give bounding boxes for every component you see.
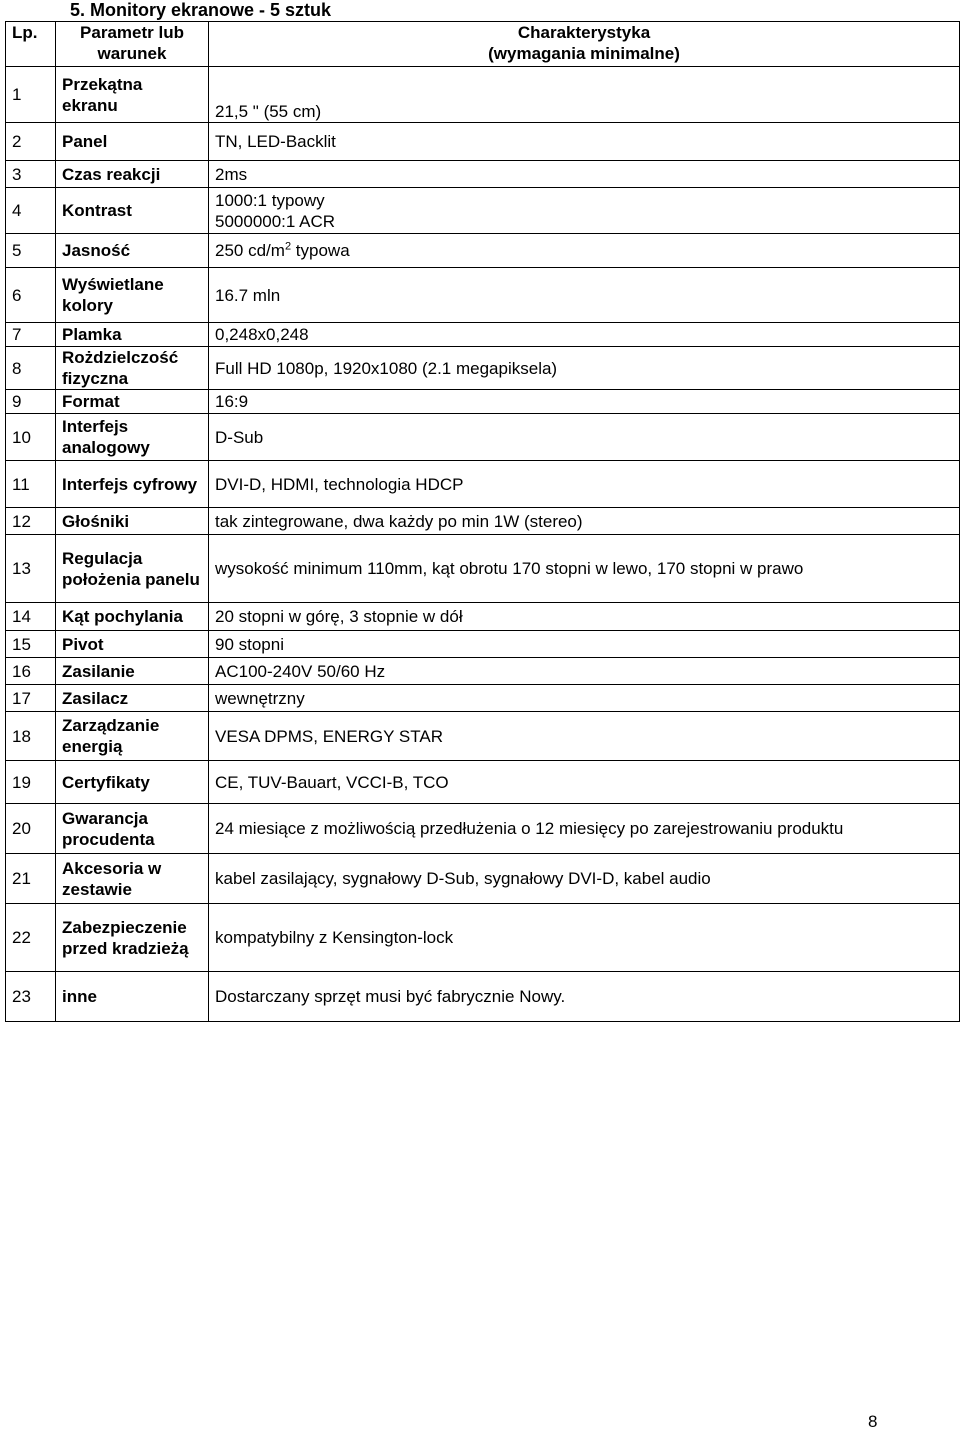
table-header-row xyxy=(6,22,960,67)
row-value: kompatybilny z Kensington-lock xyxy=(209,904,960,972)
row-value: 24 miesiące z możliwością przedłużenia o 12 miesięcy po zarejestrowaniu produktu xyxy=(209,804,960,854)
table-row xyxy=(6,685,960,712)
row-value: AC100-240V 50/60 Hz xyxy=(209,658,960,685)
row-parameter: Certyfikaty xyxy=(56,761,209,804)
row-parameter: Panel xyxy=(56,123,209,161)
table-row xyxy=(6,761,960,804)
header-characteristics xyxy=(209,22,960,67)
header-char-line2: (wymagania minimalne) xyxy=(488,44,680,63)
table-row xyxy=(6,631,960,658)
row-lp: 17 xyxy=(6,685,56,712)
table-row xyxy=(6,508,960,535)
row-lp: 19 xyxy=(6,761,56,804)
table-row xyxy=(6,414,960,461)
row-value: tak zintegrowane, dwa każdy po min 1W (stereo) xyxy=(209,508,960,535)
row-value-line: 5000000:1 ACR xyxy=(215,211,336,231)
row-parameter: Regulacja położenia panelu xyxy=(56,535,209,603)
row-lp: 10 xyxy=(6,414,56,461)
row-value: wewnętrzny xyxy=(209,685,960,712)
section-title: 5. Monitory ekranowe - 5 sztuk xyxy=(70,0,332,20)
row-value-superscript: 2 xyxy=(284,240,292,253)
row-lp: 13 xyxy=(6,535,56,603)
row-lp: 3 xyxy=(6,161,56,188)
row-value: Dostarczany sprzęt musi być fabrycznie Nowy. xyxy=(209,972,960,1022)
spec-table xyxy=(5,21,960,1022)
row-lp: 9 xyxy=(6,390,56,414)
table-row xyxy=(6,123,960,161)
table-row xyxy=(6,854,960,904)
row-value: wysokość minimum 110mm, kąt obrotu 170 stopni w lewo, 170 stopni w prawo xyxy=(209,535,960,603)
row-lp: 6 xyxy=(6,268,56,323)
row-value: D-Sub xyxy=(209,414,960,461)
table-row xyxy=(6,972,960,1022)
row-parameter: Format xyxy=(56,390,209,414)
header-lp: Lp. xyxy=(6,22,56,67)
row-value-line: 1000:1 typowy xyxy=(215,190,325,210)
row-value: 21,5 " (55 cm) xyxy=(209,67,960,123)
row-lp: 22 xyxy=(6,904,56,972)
row-parameter: Zasilanie xyxy=(56,658,209,685)
row-lp: 23 xyxy=(6,972,56,1022)
row-lp: 11 xyxy=(6,461,56,508)
header-param: Parametr lub warunek xyxy=(56,22,209,67)
table-row xyxy=(6,461,960,508)
row-parameter: Pivot xyxy=(56,631,209,658)
row-value: 2ms xyxy=(209,161,960,188)
row-parameter: Interfejs cyfrowy xyxy=(56,461,209,508)
row-lp: 1 xyxy=(6,67,56,123)
row-parameter: Interfejs analogowy xyxy=(56,414,209,461)
row-lp: 12 xyxy=(6,508,56,535)
table-row xyxy=(6,234,960,268)
row-value: kabel zasilający, sygnałowy D-Sub, sygnałowy DVI-D, kabel audio xyxy=(209,854,960,904)
row-value: 0,248x0,248 xyxy=(209,323,960,347)
table-row xyxy=(6,323,960,347)
row-parameter: Zasilacz xyxy=(56,685,209,712)
row-parameter: Głośniki xyxy=(56,508,209,535)
row-value-text: 250 cd/m xyxy=(215,241,285,260)
table-row xyxy=(6,712,960,761)
row-lp: 14 xyxy=(6,603,56,631)
row-lp: 21 xyxy=(6,854,56,904)
row-parameter: Wyświetlane kolory xyxy=(56,268,209,323)
row-value: 20 stopni w górę, 3 stopnie w dół xyxy=(209,603,960,631)
table-row xyxy=(6,390,960,414)
table-row xyxy=(6,67,960,123)
row-parameter: Gwarancja procudenta xyxy=(56,804,209,854)
row-lp: 16 xyxy=(6,658,56,685)
row-parameter: Czas reakcji xyxy=(56,161,209,188)
row-parameter: Zarządzanie energią xyxy=(56,712,209,761)
row-value: 16.7 mln xyxy=(209,268,960,323)
row-parameter: Przekątna ekranu xyxy=(56,67,209,123)
row-parameter: Plamka xyxy=(56,323,209,347)
row-parameter: Jasność xyxy=(56,234,209,268)
row-parameter: Rożdzielczość fizyczna xyxy=(56,347,209,390)
table-row xyxy=(6,804,960,854)
row-lp: 15 xyxy=(6,631,56,658)
table-row xyxy=(6,658,960,685)
row-value: DVI-D, HDMI, technologia HDCP xyxy=(209,461,960,508)
header-char-line1: Charakterystyka xyxy=(517,23,651,42)
row-value: 90 stopni xyxy=(209,631,960,658)
table-row xyxy=(6,161,960,188)
page-number: 8 xyxy=(868,1412,878,1431)
row-value: VESA DPMS, ENERGY STAR xyxy=(209,712,960,761)
row-value: 16:9 xyxy=(209,390,960,414)
row-value: CE, TUV-Bauart, VCCI-B, TCO xyxy=(209,761,960,804)
table-row xyxy=(6,904,960,972)
table-row xyxy=(6,347,960,390)
row-lp: 5 xyxy=(6,234,56,268)
row-value xyxy=(209,234,960,268)
row-value: TN, LED-Backlit xyxy=(209,123,960,161)
row-parameter: Kąt pochylania xyxy=(56,603,209,631)
row-lp: 8 xyxy=(6,347,56,390)
table-row xyxy=(6,535,960,603)
table-row xyxy=(6,188,960,234)
row-parameter: Zabezpieczenie przed kradzieżą xyxy=(56,904,209,972)
row-parameter: Kontrast xyxy=(56,188,209,234)
row-lp: 7 xyxy=(6,323,56,347)
row-value: Full HD 1080p, 1920x1080 (2.1 megapiksela) xyxy=(209,347,960,390)
table-row xyxy=(6,268,960,323)
row-value-text: typowa xyxy=(291,241,350,260)
row-lp: 2 xyxy=(6,123,56,161)
table-row xyxy=(6,603,960,631)
row-value xyxy=(209,188,960,234)
row-lp: 18 xyxy=(6,712,56,761)
row-parameter: inne xyxy=(56,972,209,1022)
row-lp: 20 xyxy=(6,804,56,854)
row-lp: 4 xyxy=(6,188,56,234)
row-parameter: Akcesoria w zestawie xyxy=(56,854,209,904)
